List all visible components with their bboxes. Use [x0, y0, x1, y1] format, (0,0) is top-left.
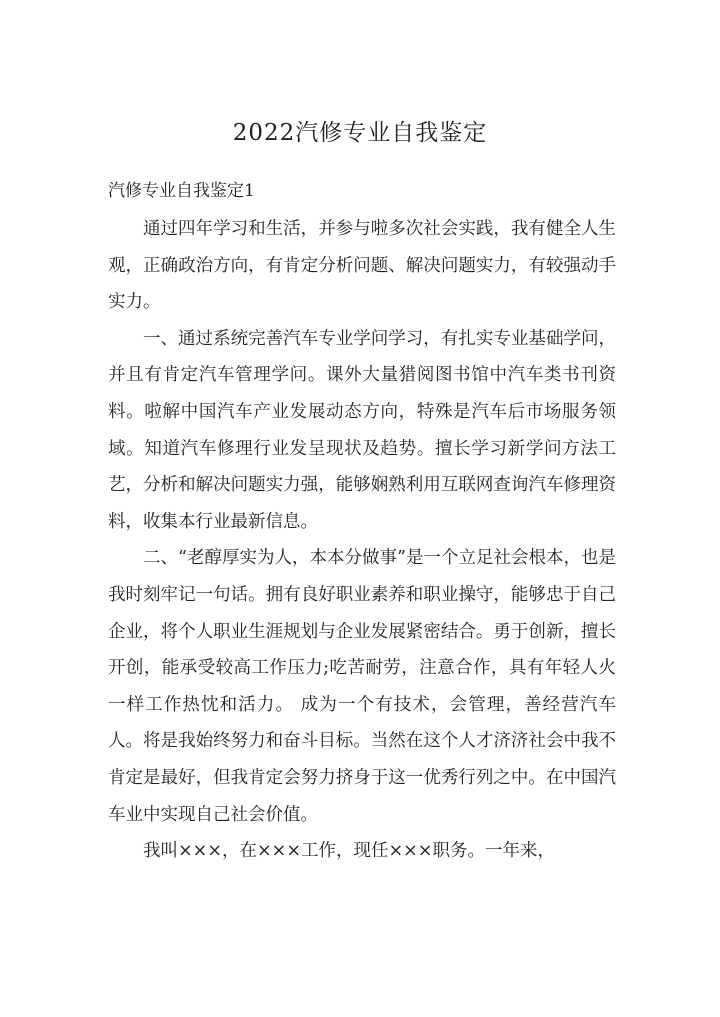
paragraph-point-one: 一、通过系统完善汽车专业学问学习，有扎实专业基础学问，并且有肯定汽车管理学问。课外大量猎阅图书馆中汽车类书刊资料。啦解中国汽车产业发展动态方向，特殊是汽车后市场服务领域。知道汽车修理行业发呈现状及趋势。擅长学习新学问方法工艺，分析和解决问题实力强，能够娴熟利用互联网查询汽车修理资料，收集本行业最新信息。	[108, 328, 616, 532]
paragraph-point-two: 二、“老醇厚实为人，本本分做事”是一个立足社会根本，也是我时刻牢记一句话。拥有良好职业素养和职业操守，能够忠于自己企业，将个人职业生涯规划与企业发展紧密结合。勇于创新，擅长开创，能承受较高工作压力;吃苦耐劳，注意合作，具有年轻人火一样工作热忱和活力。 成为一个有技术，会管理，善经营汽车人。将是我始终努力和奋斗目标。当然在这个人才济济社会中我不肯定是最好，但我肯定会努力挤身于这一优秀行列之中。在中国汽车业中实现自己社会价值。	[108, 548, 616, 825]
paragraph-intro: 通过四年学习和生活，并参与啦多次社会实践，我有健全人生观，正确政治方向，有肯定分析问题、解决问题实力，有较强动手实力。	[108, 219, 616, 313]
document-body	[108, 176, 616, 870]
paragraph-next-section: 我叫×××，在×××工作，现任×××职务。一年来，	[143, 841, 555, 862]
section-heading: 汽修专业自我鉴定1	[108, 181, 255, 201]
document-title: 2022汽修专业自我鉴定	[232, 120, 488, 146]
